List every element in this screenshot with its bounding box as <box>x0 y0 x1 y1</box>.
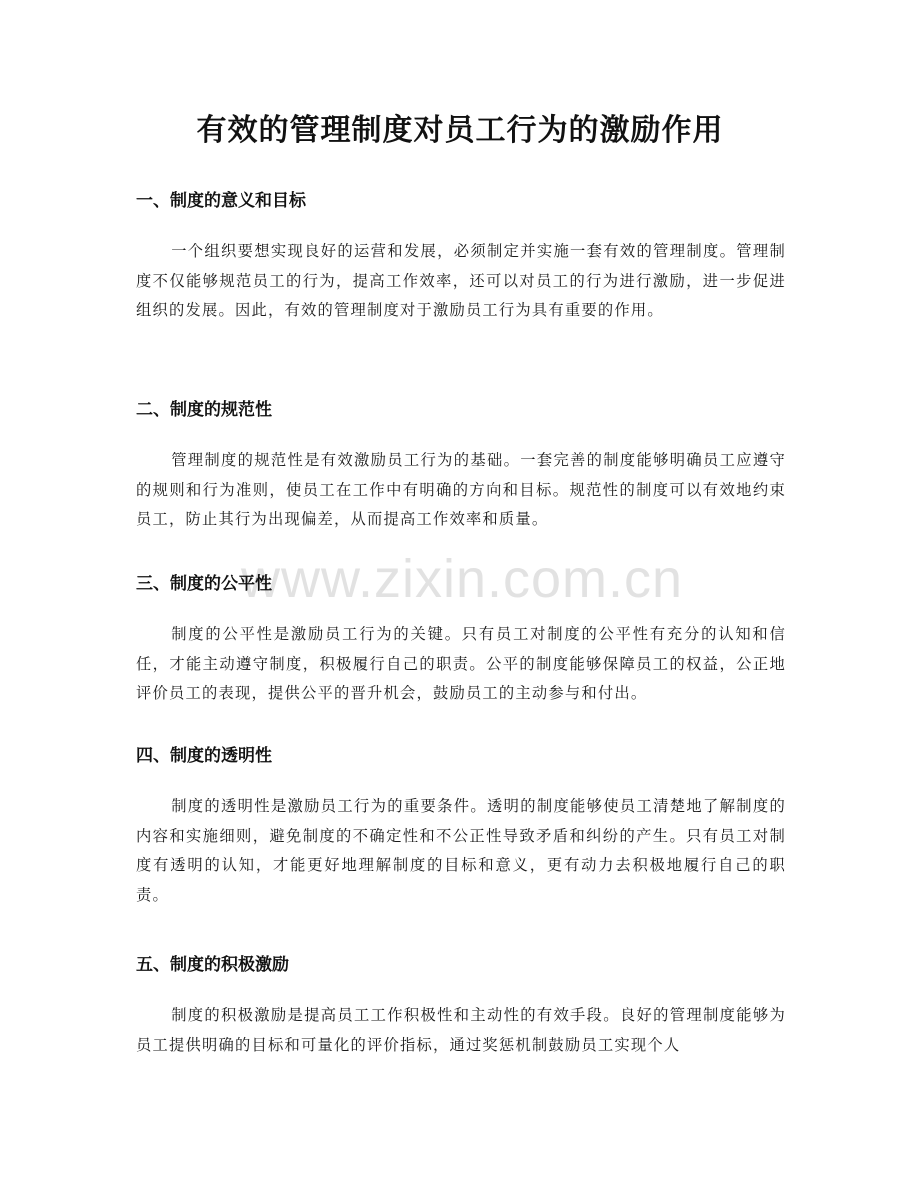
section-heading-5: 五、制度的积极激励 <box>136 955 289 975</box>
section-heading-4: 四、制度的透明性 <box>136 746 272 766</box>
section-paragraph-5: 制度的积极激励是提高员工工作积极性和主动性的有效手段。良好的管理制度能够为员工提供明确的目标和可量化的评价指标，通过奖惩机制鼓励员工实现个人 <box>136 1006 786 1054</box>
section-heading-1: 一、制度的意义和目标 <box>136 191 306 211</box>
section-heading-2: 二、制度的规范性 <box>136 400 272 420</box>
section-paragraph-2: 管理制度的规范性是有效激励员工行为的基础。一套完善的制度能够明确员工应遵守的规则和行为准则，使员工在工作中有明确的方向和目标。规范性的制度可以有效地约束员工，防止其行为出现偏差，从而提高工作效率和质量。 <box>136 451 786 529</box>
watermark: www.zixin.com.cn <box>240 549 684 609</box>
section-heading-3: 三、制度的公平性 <box>136 574 272 594</box>
section-paragraph-3: 制度的公平性是激励员工行为的关键。只有员工对制度的公平性有充分的认知和信任，才能主动遵守制度，积极履行自己的职责。公平的制度能够保障员工的权益，公正地评价员工的表现，提供公平的晋升机会，鼓励员工的主动参与和付出。 <box>136 625 786 703</box>
section-paragraph-1: 一个组织要想实现良好的运营和发展，必须制定并实施一套有效的管理制度。管理制度不仅能够规范员工的行为，提高工作效率，还可以对员工的行为进行激励，进一步促进组织的发展。因此，有效的管理制度对于激励员工行为具有重要的作用。 <box>136 242 786 320</box>
document-title: 有效的管理制度对员工行为的激励作用 <box>196 113 724 148</box>
section-paragraph-4: 制度的透明性是激励员工行为的重要条件。透明的制度能够使员工清楚地了解制度的内容和实施细则，避免制度的不确定性和不公正性导致矛盾和纠纷的产生。只有员工对制度有透明的认知，才能更好地理解制度的目标和意义，更有动力去积极地履行自己的职责。 <box>136 797 786 904</box>
